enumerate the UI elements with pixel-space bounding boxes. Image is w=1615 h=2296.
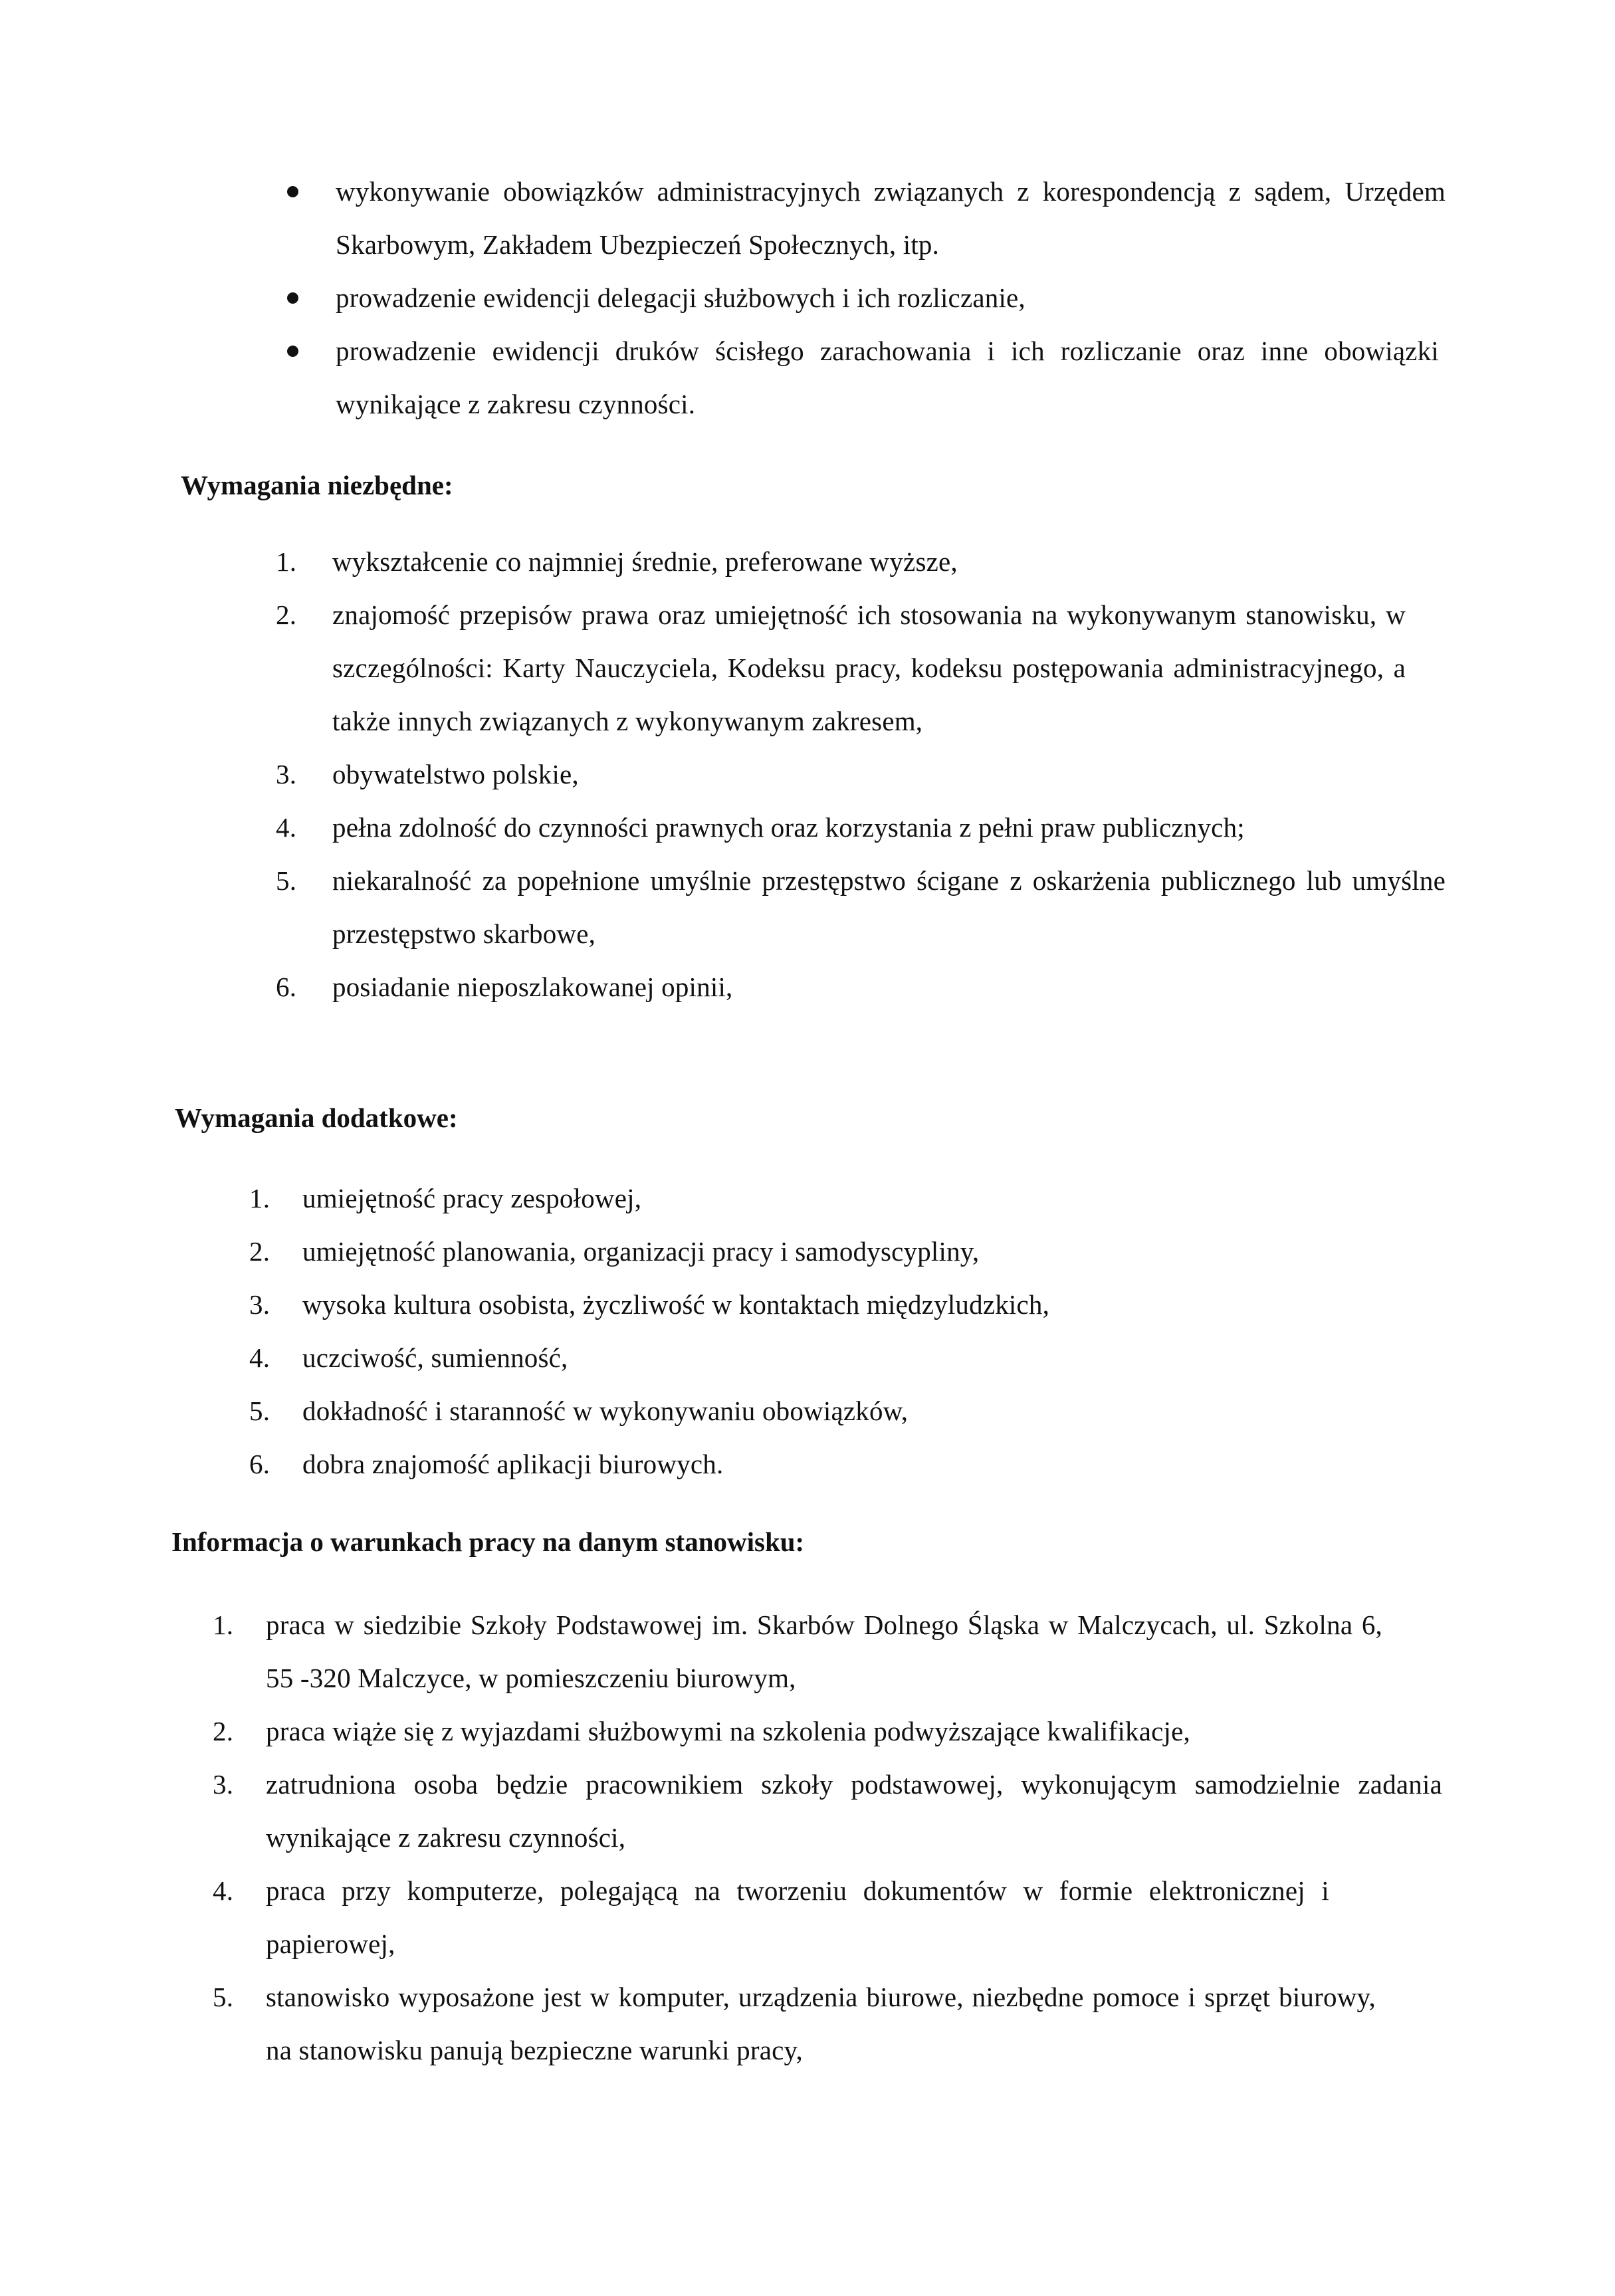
list-number: 3. bbox=[276, 759, 297, 789]
list-number: 1. bbox=[213, 1610, 234, 1640]
required-list bbox=[276, 535, 1446, 1013]
bullet-dot bbox=[287, 346, 298, 357]
list-text: uczciwość, sumienność, bbox=[302, 1342, 568, 1373]
list-number: 2. bbox=[276, 599, 297, 630]
list-number: 4. bbox=[249, 1342, 270, 1373]
list-number: 3. bbox=[213, 1769, 234, 1800]
list-number: 2. bbox=[249, 1236, 270, 1267]
bullet-item bbox=[279, 165, 1446, 271]
list-item bbox=[249, 1437, 1432, 1491]
list-item bbox=[249, 1278, 1432, 1331]
list-item bbox=[276, 748, 1446, 801]
list-text: obywatelstwo polskie, bbox=[332, 759, 579, 789]
list-item bbox=[276, 960, 1446, 1013]
list-text: wykształcenie co najmniej średnie, preferowane wyższe, bbox=[332, 546, 958, 577]
list-item bbox=[276, 535, 1446, 588]
list-item bbox=[213, 1705, 1442, 1758]
list-text: praca w siedzibie Szkoły Podstawowej im. Skarbów Dolnego Śląska w Malczycach, ul. Szkolna 6, 55 -320 Malczyce, w pomieszczeniu biurowym, bbox=[266, 1610, 1382, 1693]
list-item bbox=[276, 801, 1446, 854]
list-text: dobra znajomość aplikacji biurowych. bbox=[302, 1449, 724, 1479]
list-text: zatrudniona osoba będzie pracownikiem szkoły podstawowej, wykonującym samodzielnie zadania wynikające z zakresu czynności, bbox=[266, 1769, 1442, 1853]
list-item bbox=[213, 1758, 1442, 1864]
duties-bullet-list bbox=[279, 165, 1446, 431]
additional-list bbox=[249, 1172, 1432, 1491]
list-number: 5. bbox=[249, 1396, 270, 1426]
list-item bbox=[213, 1970, 1442, 2077]
list-text: pełna zdolność do czynności prawnych oraz korzystania z pełni praw publicznych; bbox=[332, 812, 1245, 843]
conditions-list bbox=[213, 1598, 1442, 2077]
bullet-item bbox=[279, 271, 1446, 324]
list-number: 2. bbox=[213, 1716, 234, 1746]
bullet-text: prowadzenie ewidencji delegacji służbowych i ich rozliczanie, bbox=[336, 282, 1025, 313]
bullet-text: wykonywanie obowiązków administracyjnych związanych z korespondencją z sądem, Urzędem Skarbowym, Zakładem Ubezpieczeń Społecznych, itp. bbox=[336, 176, 1446, 260]
list-text: wysoka kultura osobista, życzliwość w kontaktach międzyludzkich, bbox=[302, 1289, 1050, 1320]
list-text: dokładność i staranność w wykonywaniu obowiązków, bbox=[302, 1396, 909, 1426]
list-text: znajomość przepisów prawa oraz umiejętność ich stosowania na wykonywanym stanowisku, w szczególności: Karty Nauczyciela, Kodeksu pracy, kodeksu postępowania administracyjnego, a także innych związanych z wykonywanym zakresem, bbox=[332, 599, 1406, 736]
bullet-dot bbox=[287, 292, 298, 304]
list-number: 4. bbox=[213, 1875, 234, 1906]
list-number: 1. bbox=[276, 546, 297, 577]
list-number: 6. bbox=[276, 972, 297, 1002]
list-item bbox=[276, 854, 1446, 960]
list-item bbox=[213, 1864, 1442, 1970]
list-number: 5. bbox=[213, 1982, 234, 2012]
section-heading-required: Wymagania niezbędne: bbox=[181, 470, 453, 500]
list-text: praca przy komputerze, polegającą na tworzeniu dokumentów w formie elektronicznej i papierowej, bbox=[266, 1875, 1329, 1959]
list-number: 6. bbox=[249, 1449, 270, 1479]
list-item bbox=[249, 1331, 1432, 1384]
list-text: posiadanie nieposzlakowanej opinii, bbox=[332, 972, 733, 1002]
list-number: 1. bbox=[249, 1183, 270, 1213]
list-text: stanowisko wyposażone jest w komputer, urządzenia biurowe, niezbędne pomoce i sprzęt biurowy, na stanowisku panują bezpieczne warunki pracy, bbox=[266, 1982, 1376, 2065]
bullet-text: prowadzenie ewidencji druków ścisłego zarachowania i ich rozliczanie oraz inne obowiązki wynikające z zakresu czynności. bbox=[336, 336, 1439, 419]
list-item bbox=[213, 1598, 1442, 1705]
section-heading-additional: Wymagania dodatkowe: bbox=[175, 1102, 458, 1133]
list-item bbox=[249, 1172, 1432, 1225]
list-number: 3. bbox=[249, 1289, 270, 1320]
bullet-item bbox=[279, 324, 1446, 431]
bullet-dot bbox=[287, 186, 298, 197]
list-item bbox=[249, 1225, 1432, 1278]
list-item bbox=[249, 1384, 1432, 1437]
list-item bbox=[276, 588, 1446, 748]
list-number: 4. bbox=[276, 812, 297, 843]
list-text: niekaralność za popełnione umyślnie przestępstwo ścigane z oskarżenia publicznego lub umyślne przestępstwo skarbowe, bbox=[332, 865, 1446, 949]
list-text: umiejętność planowania, organizacji pracy i samodyscypliny, bbox=[302, 1236, 980, 1267]
section-heading-conditions: Informacja o warunkach pracy na danym stanowisku: bbox=[171, 1526, 805, 1557]
list-number: 5. bbox=[276, 865, 297, 896]
list-text: praca wiąże się z wyjazdami służbowymi na szkolenia podwyższające kwalifikacje, bbox=[266, 1716, 1190, 1746]
list-text: umiejętność pracy zespołowej, bbox=[302, 1183, 642, 1213]
